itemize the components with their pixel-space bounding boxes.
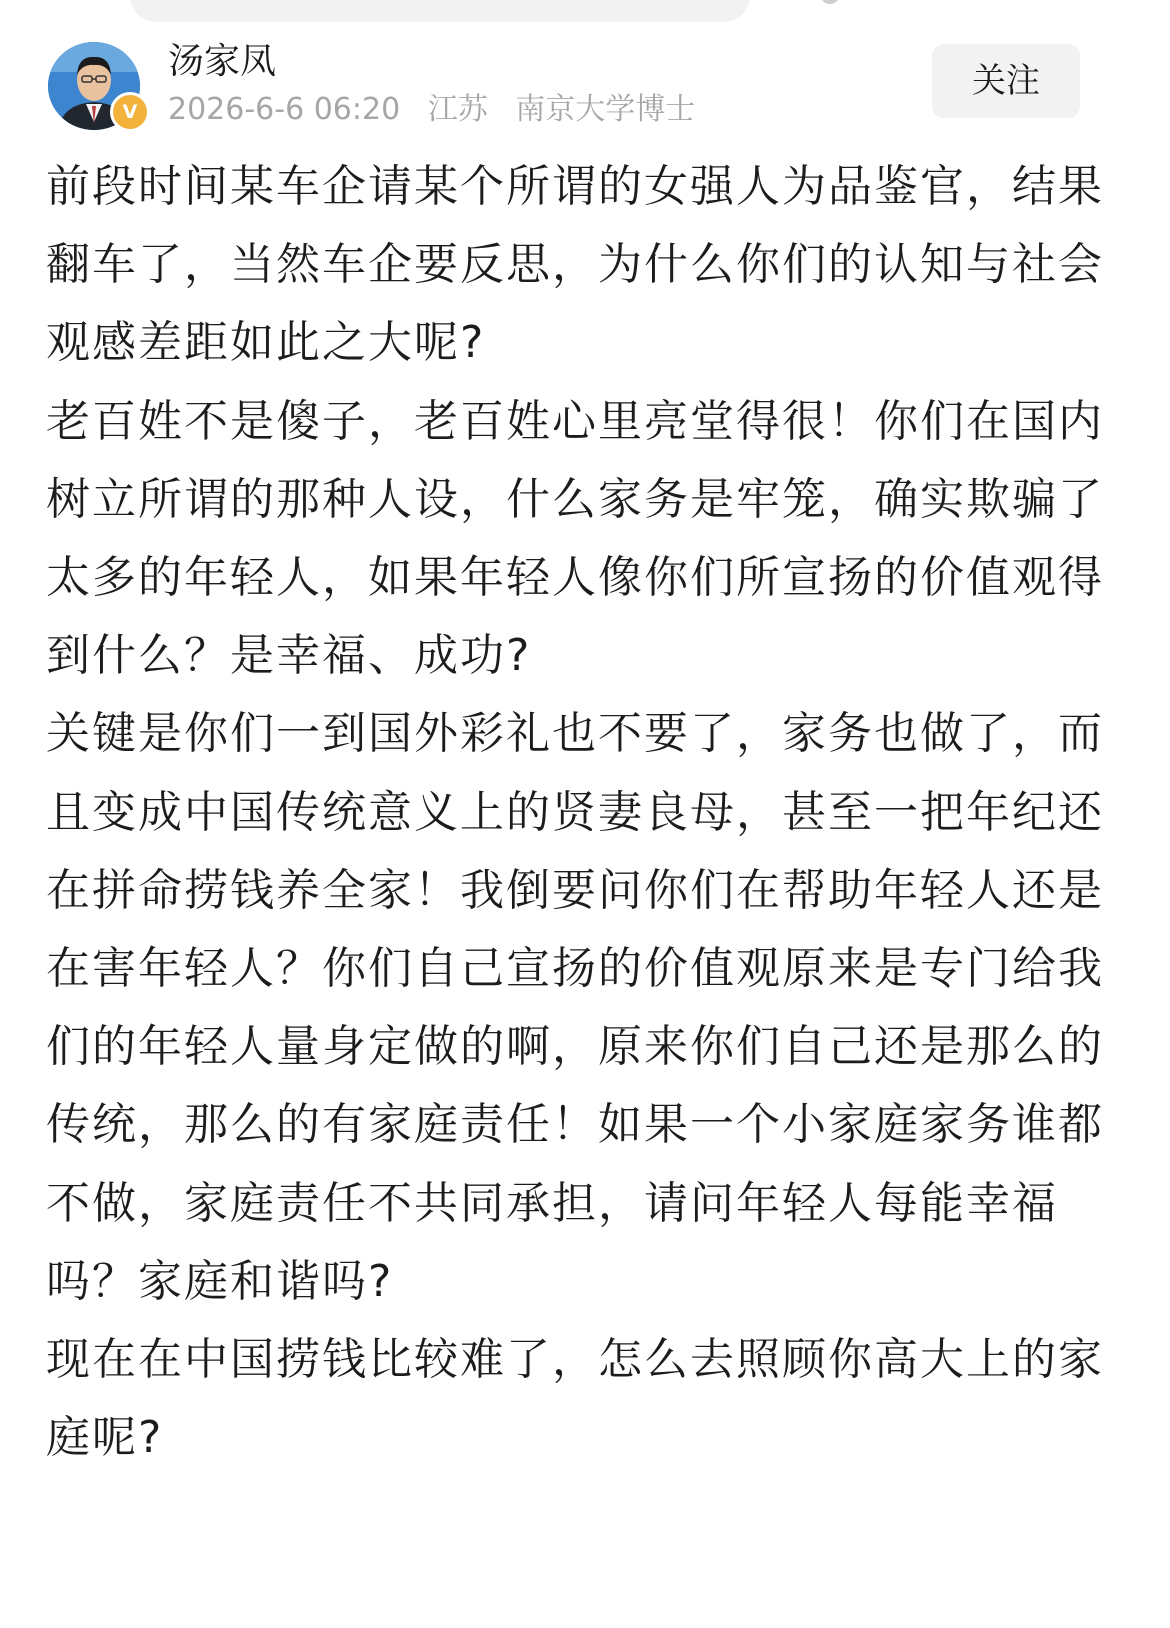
post-body — [46, 148, 1136, 1477]
post-datetime: 2026-6-6 06:20 — [168, 92, 401, 127]
author-tag: 南京大学博士 — [515, 92, 696, 127]
verified-badge-icon: V — [110, 92, 150, 132]
post-paragraph: 前段时间某车企请某个所谓的女强人为品鉴官，结果翻车了，当然车企要反思，为什么你们的认知与社会观感差距如此之大呢? — [46, 161, 1104, 369]
author-name[interactable]: 汤家凤 — [168, 41, 277, 82]
post-paragraph: 关键是你们一到国外彩礼也不要了，家务也做了，而且变成中国传统意义上的贤妻良母，甚至一把年纪还在拼命捞钱养全家！我倒要问你们在帮助年轻人还是在害年轻人？你们自己宣扬的价值观原来是专门给我们的年轻人量身定做的啊，原来你们自己还是那么的传统，那么的有家庭责任！如果一个小家庭家务谁都不做，家庭责任不共同承担，请问年轻人每能幸福吗？家庭和谐吗? — [46, 708, 1104, 1307]
status-indicator — [820, 0, 840, 4]
post-paragraph: 老百姓不是傻子，老百姓心里亮堂得很！你们在国内树立所谓的那种人设，什么家务是牢笼，确实欺骗了太多的年轻人，如果年轻人像你们所宣扬的价值观得到什么？是幸福、成功? — [46, 395, 1104, 682]
post-paragraph: 现在在中国捞钱比较难了，怎么去照顾你高大上的家庭呢? — [46, 1334, 1104, 1464]
post-location: 江苏 — [427, 92, 488, 127]
post-meta — [168, 92, 713, 128]
post-header — [48, 42, 1128, 132]
search-bar[interactable] — [130, 0, 750, 22]
follow-button[interactable]: 关注 — [932, 44, 1080, 118]
